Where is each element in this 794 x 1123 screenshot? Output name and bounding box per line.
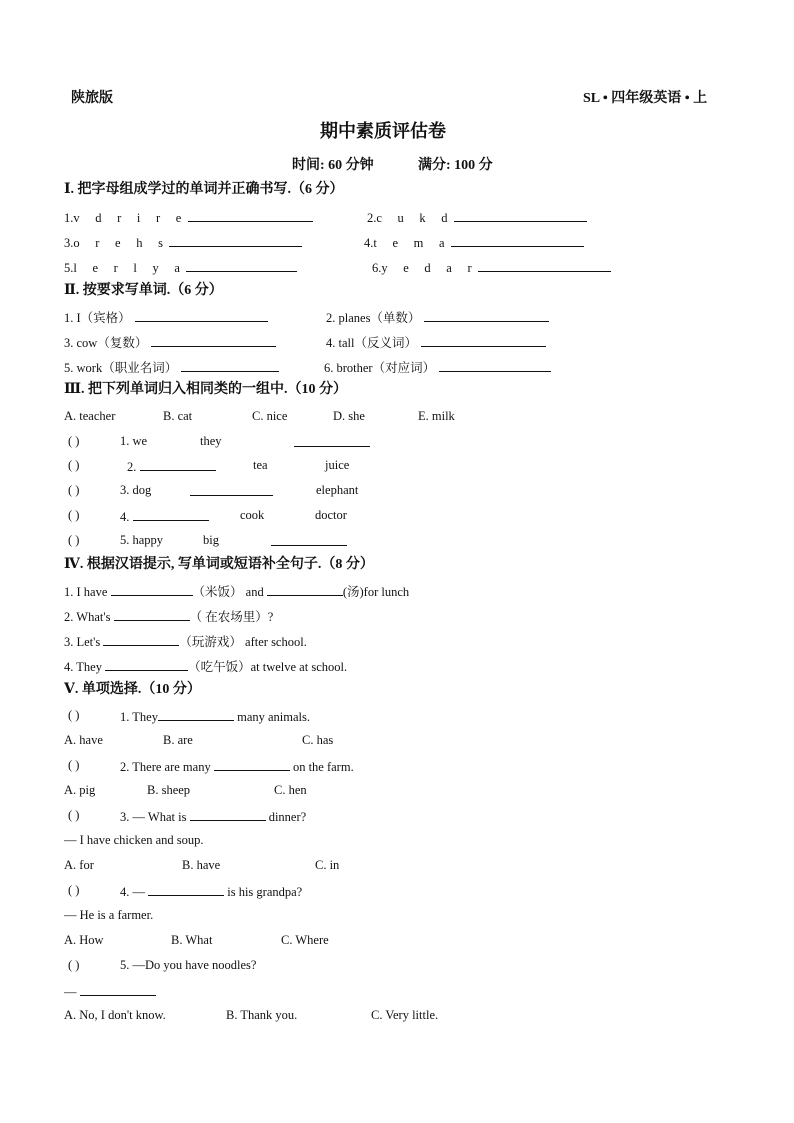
answer-paren[interactable]: ( ) [68,808,80,822]
s2-item-5 [64,358,279,376]
section-3-heading: Ⅲ. 把下列单词归入相同类的一组中.（10 分） [64,382,348,397]
s5-q2-option-c[interactable]: C. hen [274,783,307,797]
item-number: 2. [367,211,377,225]
group-5-blank [271,532,347,550]
answer-paren[interactable]: ( ) [68,958,80,972]
answer-blank[interactable] [424,308,549,322]
answer-blank[interactable] [181,358,279,372]
item-prompt: 1. I（宾格） [64,311,131,325]
sentence-part: 4. They [64,660,102,674]
s5-q1-stem [120,707,310,725]
group-2-word-2: tea [253,458,268,472]
s5-q3-reply: — I have chicken and soup. [64,833,204,847]
stem-part: on the farm. [292,760,354,774]
stem-part: — [64,985,77,999]
s5-q5-stem: 5. —Do you have noodles? [120,958,257,972]
answer-paren[interactable]: ( ) [68,758,80,772]
item-number: 5. [64,261,74,275]
group-1-blank [294,433,370,451]
hint: (汤)for lunch [342,585,410,599]
s5-q4-option-a[interactable]: A. How [64,933,104,947]
item-number: 4. [364,236,374,250]
answer-paren[interactable]: ( ) [68,508,80,522]
item-number: 2. [127,460,137,474]
s5-q5-option-b[interactable]: B. Thank you. [226,1008,298,1022]
s1-item-5 [64,258,297,276]
scrambled-letters: y e d a r [381,261,478,275]
answer-paren[interactable]: ( ) [68,483,80,497]
answer-blank[interactable] [158,707,234,721]
hint: （玩游戏） [179,635,242,649]
hint: （吃午饭）at twelve at school. [188,660,348,674]
group-4-word-2: cook [240,508,265,522]
group-3-word-3: elephant [316,483,359,497]
s5-q4-option-b[interactable]: B. What [171,933,213,947]
answer-blank[interactable] [103,632,179,646]
section-4-heading: Ⅳ. 根据汉语提示, 写单词或短语补全句子.（8 分） [64,557,374,572]
scrambled-letters: v d r i r e [73,211,188,225]
group-3-word-1: 3. dog [120,483,152,497]
group-3-blank [190,482,273,500]
score-label: 满分: 100 分 [418,158,493,173]
answer-paren[interactable]: ( ) [68,533,80,547]
s2-item-1 [64,308,268,326]
scrambled-letters: t e m a [373,236,451,250]
answer-paren[interactable]: ( ) [68,883,80,897]
time-label: 时间: 60 分钟 [292,158,374,173]
option-a: A. teacher [64,409,116,423]
answer-blank[interactable] [135,308,268,322]
group-5-word-1: 5. happy [120,533,164,547]
sentence-part: and [245,585,264,599]
s5-q5-reply [64,982,156,1000]
answer-blank[interactable] [294,433,370,447]
s5-q2-stem [120,757,354,775]
answer-blank[interactable] [188,208,313,222]
section-5-heading: Ⅴ. 单项选择.（10 分） [64,682,201,697]
item-prompt: 5. work（职业名词） [64,361,178,375]
section-1-heading: Ⅰ. 把字母组成学过的单词并正确书写.（6 分） [64,182,344,197]
answer-blank[interactable] [478,258,611,272]
option-e: E. milk [418,409,455,423]
answer-blank[interactable] [451,233,584,247]
answer-paren[interactable]: ( ) [68,458,80,472]
answer-blank[interactable] [105,657,188,671]
sentence-part: 3. Let's [64,635,101,649]
answer-blank[interactable] [454,208,587,222]
scrambled-letters: l e r l y a [73,261,187,275]
sentence-part: 1. I have [64,585,108,599]
stem-part: 1. They [120,710,158,724]
s2-item-2 [326,308,549,326]
s2-item-4 [326,333,546,351]
stem-part: 4. — [120,885,145,899]
answer-blank[interactable] [214,757,290,771]
s5-q5-option-c[interactable]: C. Very little. [371,1008,439,1022]
sentence-part: after school. [245,635,307,649]
group-5-word-2: big [203,533,219,547]
stem-part: 2. There are many [120,760,211,774]
option-c: C. nice [252,409,288,423]
item-prompt: 3. cow（复数） [64,336,148,350]
stem-part: many animals. [237,710,310,724]
sentence-part: 2. What's [64,610,111,624]
s5-q3-stem [120,807,306,825]
s2-item-3 [64,333,276,351]
answer-paren[interactable]: ( ) [68,708,80,722]
s1-item-2 [367,208,587,226]
answer-blank[interactable] [190,807,266,821]
page-title: 期中素质评估卷 [320,121,446,141]
scrambled-letters: c u k d [376,211,454,225]
s4-question-1 [64,582,409,600]
item-number: 3. [64,236,74,250]
s5-q1-option-b[interactable]: B. are [163,733,193,747]
stem-part: 3. — What is [120,810,187,824]
item-number: 6. [372,261,382,275]
section-2-heading: Ⅱ. 按要求写单词.（6 分） [64,283,223,298]
hint: （ 在农场里）? [189,610,274,624]
item-prompt: 4. tall（反义词） [326,336,417,350]
option-b: B. cat [163,409,193,423]
scrambled-letters: o r e h s [73,236,170,250]
item-number: 4. [120,510,130,524]
answer-blank[interactable] [421,333,546,347]
s5-q4-reply: — He is a farmer. [64,908,154,922]
s5-q1-option-c[interactable]: C. has [302,733,334,747]
s4-question-4 [64,657,347,675]
option-d: D. she [333,409,365,423]
answer-blank[interactable] [151,333,276,347]
answer-blank[interactable] [186,258,297,272]
answer-blank[interactable] [133,507,209,521]
answer-blank[interactable] [80,982,156,996]
s5-q5-option-a[interactable]: A. No, I don't know. [64,1008,166,1022]
s5-q4-stem [120,882,302,900]
s5-q3-option-c[interactable]: C. in [315,858,340,872]
item-prompt: 6. brother（对应词） [324,361,436,375]
group-1-word-1: 1. we [120,434,148,448]
edition-label: 陕旅版 [71,91,113,106]
s5-q3-option-b[interactable]: B. have [182,858,221,872]
s5-q4-option-c[interactable]: C. Where [281,933,329,947]
item-prompt: 2. planes（单数） [326,311,421,325]
item-number: 1. [64,211,74,225]
hint: （米饭） [192,585,243,599]
answer-blank[interactable] [148,882,224,896]
answer-blank[interactable] [111,582,193,596]
answer-blank[interactable] [140,457,216,471]
answer-paren[interactable]: ( ) [68,434,80,448]
s5-q2-option-b[interactable]: B. sheep [147,783,191,797]
stem-part: is his grandpa? [227,885,303,899]
s1-item-1 [64,208,313,226]
answer-blank[interactable] [114,607,190,621]
answer-blank[interactable] [267,582,343,596]
s5-q3-option-a[interactable]: A. for [64,858,94,872]
s4-question-2 [64,607,273,625]
s1-item-3 [64,233,302,251]
stem-part: dinner? [268,810,307,824]
grade-label: SL • 四年级英语 • 上 [583,91,708,106]
s4-question-3 [64,632,307,650]
s1-item-6 [372,258,611,276]
s5-q1-option-a[interactable]: A. have [64,733,103,747]
group-4-number [120,507,209,525]
answer-blank[interactable] [169,233,302,247]
group-1-word-2: they [200,434,222,448]
s1-item-4 [364,233,584,251]
group-4-word-3: doctor [315,508,347,522]
answer-blank[interactable] [271,532,347,546]
s2-item-6 [324,358,551,376]
answer-blank[interactable] [190,482,273,496]
group-2-word-3: juice [325,458,350,472]
s5-q2-option-a[interactable]: A. pig [64,783,96,797]
answer-blank[interactable] [439,358,551,372]
group-2-number [127,457,216,475]
